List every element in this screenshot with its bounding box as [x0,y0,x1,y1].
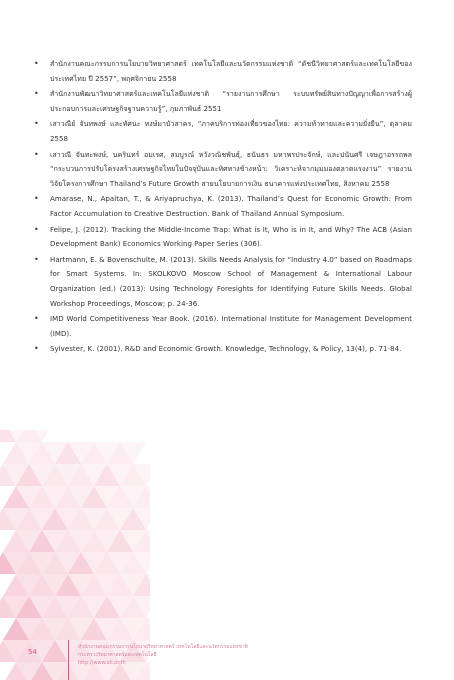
bullet-marker: • [34,194,39,204]
reference-item [34,192,412,221]
reference-text: เสาวณี จันทะพงษ์, นครินทร์ อมเรศ, สมบูรณ์ หวังวณิชพันธุ์, ธนันธร มหาพรประจักษ์, และปนันศรี เจษฎาอรรถพล “กระบวนการปรับโครงสร้างเศรษฐกิจไทยในปัจจุบันและทิศทางข้างหน้า: วิเคราะห์จากมุมมองตลาดแรงงาน” รายงานวิจัยโครงการศึกษา Thailand’s Future Growth สายนโยบายการเงิน ธนาคารแห่งประเทศไทย, สิงหาคม 2558 [50,150,412,188]
bullet-marker: • [34,119,39,129]
bullet-marker: • [34,344,39,354]
reference-item [34,253,412,311]
bullet-marker: • [34,89,39,99]
bullet-marker: • [34,149,39,159]
reference-text: Felipe, J. (2012). Tracking the Middle-Income Trap: What is It, Who is in It, and Why? The ACB (Asian Development Bank) Economics Working Paper Series (306). [50,225,412,249]
bullet-marker: • [34,254,39,264]
reference-text: Hartmann, E. & Bovenschulte, M. (2013). Skills Needs Analysis for “Industry 4.0” based on Roadmaps for Smart Systems. In: SKOLKOVO Moscow School of Management & International Labour Organization (ed.) (2013): Using Technology Foresights for Identifying Future Skills Needs. Global Workshop Proceedings, Moscow; p. 24-36. [50,255,412,308]
reference-item [34,312,412,341]
bullet-marker: • [34,314,39,324]
reference-item [34,87,412,116]
reference-text: Sylvester, K. (2001). R&D and Economic Growth. Knowledge, Technology, & Policy, 13(4), p. 71-84. [50,345,402,354]
reference-list [34,57,412,358]
footer-ministry: กระทรวงวิทยาศาสตร์และเทคโนโลยี [78,652,157,658]
page-number: 54 [28,648,37,656]
reference-item [34,57,412,86]
footer-org-name: สำนักงานคณะกรรมการนโยบายวิทยาศาสตร์ เทคโนโลยีและนวัตกรรมแห่งชาติ [78,644,248,650]
footer-divider [68,640,69,680]
footer-url[interactable]: http://www.sti.or.th [78,660,126,666]
page-footer [24,640,444,680]
bullet-marker: • [34,224,39,234]
reference-item [34,117,412,146]
reference-item [34,223,412,252]
reference-text: สำนักงานพัฒนาวิทยาศาสตร์และเทคโนโลยีแห่งชาติ “รายงานการศึกษา ระบบทรัพย์สินทางปัญญาเพื่อการสร้างผู้ประกอบการและเศรษฐกิจฐานความรู้”, กุมภาพันธ์ 2551 [50,90,412,113]
reference-text: Amarase, N., Apaitan, T., & Ariyapruchya, K. (2013). Thailand’s Quest for Economic Growth: From Factor Accumulation to Creative Destruction. Bank of Thailand Annual Symposium. [50,195,412,218]
reference-text: สำนักงานคณะกรรมการนโยบายวิทยาศาสตร์ เทคโนโลยีและนวัตกรรมแห่งชาติ “ดัชนีวิทยาศาสตร์และเทคโนโลยีของประเทศไทย ปี 2557”, พฤศจิกายน 2558 [50,60,412,83]
reference-text: เสาวณีย์ จันทพงษ์ และทัศนะ หงษ์มาบัวสาคร, “ภาคบริการท่องเที่ยวของไทย: ความท้าทายและความยั่งยืน”, ตุลาคม 2558 [50,120,412,143]
footer-organization [78,643,248,667]
reference-item [34,148,412,192]
bullet-marker: • [34,59,39,68]
reference-item [34,342,412,357]
reference-text: IMD World Competitiveness Year Book. (2016). International Institute for Management Development (IMD). [50,315,412,338]
